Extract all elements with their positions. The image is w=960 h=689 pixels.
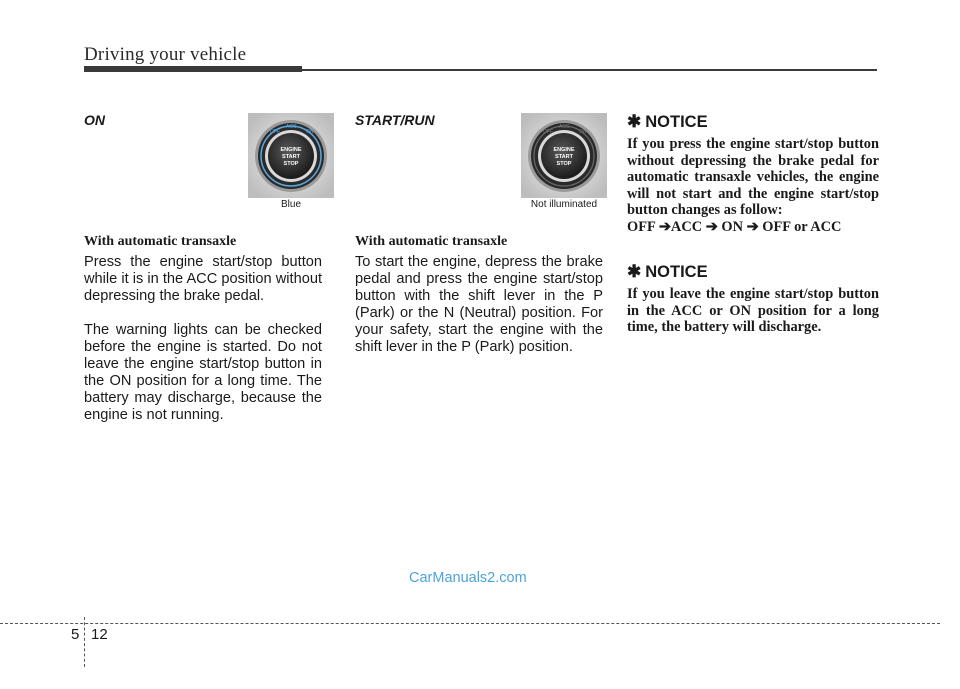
notice-sequence: [627, 219, 879, 236]
ring-label-on: ON: [579, 129, 587, 135]
header-rule-thick: [84, 66, 302, 72]
seq-off: OFF: [627, 218, 656, 235]
notice-body-1: If you press the engine start/stop button without depressing the brake pedal for automatic transaxle vehicles, the engine will not start and the engine start/stop button changes as follow:: [627, 136, 879, 219]
subhead-automatic-transaxle: With automatic transaxle: [84, 234, 237, 249]
mode-label-on: ON: [84, 112, 105, 128]
notice-title-text: NOTICE: [645, 112, 708, 131]
footer-dashed-rule: [0, 623, 940, 624]
notice-block-1: [627, 112, 879, 236]
notice-title-text: NOTICE: [645, 262, 708, 281]
page-number: 12: [91, 626, 108, 643]
button-text-start: START: [282, 154, 300, 160]
button-text-start: START: [555, 154, 573, 160]
ring-label-acc: ACC: [286, 124, 297, 130]
seq-off-or-acc: OFF or ACC: [762, 218, 842, 235]
button-text-engine: ENGINE: [553, 147, 575, 153]
ring-label-off: OFF: [270, 129, 280, 135]
arrow-right-icon: ➔: [746, 218, 759, 235]
button-text-engine: ENGINE: [280, 147, 302, 153]
figure-start-button-blue: [248, 113, 334, 212]
notice-block-2: [627, 262, 879, 336]
seq-acc: ACC: [670, 218, 703, 235]
ring-label-on: ON: [306, 129, 314, 135]
arrow-right-icon: ➔: [658, 218, 671, 235]
paragraph-on-2: The warning lights can be checked before the engine is started. Do not leave the engine start/stop button in the ON position for a long time. The battery may discharge, because the engine is not running.: [84, 322, 322, 423]
start-button-image: [521, 113, 607, 199]
button-text-stop: STOP: [283, 161, 299, 167]
figure-start-button-not-illuminated: [521, 113, 607, 212]
section-number: 5: [71, 626, 80, 643]
figure-caption: Blue: [248, 198, 334, 212]
start-button-image: [248, 113, 334, 199]
paragraph-on-1: Press the engine start/stop button while it is in the ACC position without depressing the brake pedal.: [84, 254, 322, 304]
notice-star-icon: ✱: [627, 262, 642, 281]
column-start-run: [355, 108, 603, 355]
section-title: Driving your vehicle: [84, 44, 247, 65]
column-on: [84, 108, 322, 423]
figure-caption: Not illuminated: [521, 198, 607, 212]
footer-dashed-divider: [84, 617, 85, 667]
notice-star-icon: ✱: [627, 112, 642, 131]
mode-label-start-run: START/RUN: [355, 112, 435, 128]
notice-body-2: If you leave the engine start/stop button in the ACC or ON position for a long time, the battery will discharge.: [627, 286, 879, 336]
notice-title: [627, 262, 879, 282]
ring-label-acc: ACC: [559, 124, 570, 130]
button-text-stop: STOP: [556, 161, 572, 167]
ring-label-off: OFF: [543, 129, 553, 135]
subhead-automatic-transaxle: With automatic transaxle: [355, 234, 508, 249]
header-rule-thin: [302, 69, 877, 71]
notice-title: [627, 112, 879, 132]
seq-on: ON: [721, 218, 743, 235]
watermark-link[interactable]: CarManuals2.com: [409, 570, 527, 586]
arrow-right-icon: ➔: [705, 218, 718, 235]
paragraph-start-run-1: To start the engine, depress the brake pedal and press the engine start/stop button with the shift lever in the P (Park) or the N (Neutral) position. For your safety, start the engine with the shift lever in the P (Park) position.: [355, 254, 603, 355]
